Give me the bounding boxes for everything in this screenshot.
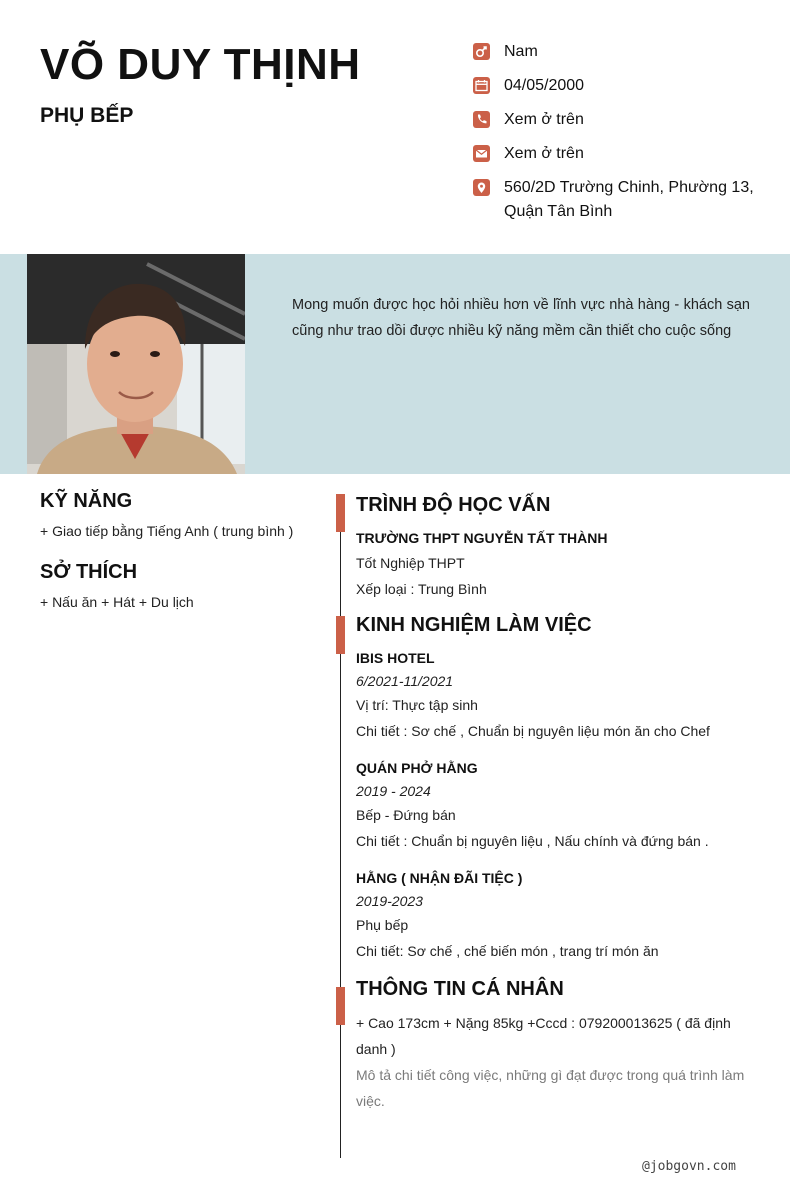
- job-org: IBIS HOTEL: [356, 650, 435, 666]
- timeline-line: [340, 494, 341, 1158]
- calendar-icon: [473, 77, 490, 94]
- degree: Tốt Nghiệp THPT: [356, 555, 465, 571]
- address-value: [504, 176, 754, 224]
- phone-icon: [473, 111, 490, 128]
- left-column: [40, 490, 320, 632]
- contact-birthday: [473, 74, 763, 98]
- personal-info-text: + Cao 173cm + Nặng 85kg +Cccd : 079200013625 ( đã định danh ): [356, 1015, 731, 1057]
- job-date: 6/2021-11/2021: [356, 673, 454, 689]
- job-org: HẰNG ( NHẬN ĐÃI TIỆC ): [356, 870, 523, 886]
- job-date: 2019 - 2024: [356, 783, 431, 799]
- contact-info: [473, 40, 763, 234]
- job-position: PHỤ BẾP: [40, 104, 134, 127]
- skills-text: + Giao tiếp bằng Tiếng Anh ( trung bình ): [40, 523, 294, 539]
- contact-address: [473, 176, 763, 224]
- career-objective: Mong muốn được học hỏi nhiều hơn về lĩnh vực nhà hàng - khách sạn cũng như trao dồi được nhiều kỹ năng mềm cần thiết cho cuộc sống: [292, 297, 750, 339]
- footer-watermark: @jobgovn.com: [642, 1159, 736, 1174]
- education-section: [356, 490, 756, 602]
- contact-gender: [473, 40, 763, 64]
- profile-photo: [27, 254, 245, 474]
- email-value: Xem ở trên: [504, 145, 584, 162]
- education-title: TRÌNH ĐỘ HỌC VẤN: [356, 494, 551, 516]
- hobbies-text: + Nấu ăn + Hát + Du lịch: [40, 594, 194, 610]
- right-column: [356, 490, 756, 1114]
- job-detail: Chi tiết : Chuẩn bị nguyên liệu , Nấu chính và đứng bán .: [356, 833, 709, 849]
- job-detail: Chi tiết : Sơ chế , Chuẩn bị nguyên liệu món ăn cho Chef: [356, 723, 710, 739]
- gender-icon: [473, 43, 490, 60]
- address-line-2: Quận Tân Bình: [504, 203, 613, 220]
- job-role: Bếp - Đứng bán: [356, 807, 456, 823]
- location-pin-icon: [473, 179, 490, 196]
- hobbies-title: SỞ THÍCH: [40, 561, 138, 583]
- school-name: TRƯỜNG THPT NGUYỄN TẤT THÀNH: [356, 530, 608, 546]
- gender-value: Nam: [504, 43, 538, 60]
- experience-section: [356, 610, 756, 964]
- contact-email: [473, 142, 763, 166]
- candidate-name: VÕ DUY THỊNH: [40, 40, 361, 89]
- birthday-value: 04/05/2000: [504, 77, 585, 94]
- education-marker: [336, 494, 345, 532]
- phone-value: Xem ở trên: [504, 111, 584, 128]
- job-item: [356, 866, 756, 964]
- address-line-1: 560/2D Trường Chinh, Phường 13,: [504, 179, 754, 196]
- experience-marker: [336, 616, 345, 654]
- personal-info-placeholder: Mô tả chi tiết công việc, những gì đạt được trong quá trình làm việc.: [356, 1067, 745, 1109]
- job-org: QUÁN PHỞ HẰNG: [356, 760, 478, 776]
- personal-marker: [336, 987, 345, 1025]
- personal-info-section: [356, 974, 756, 1114]
- job-item: [356, 646, 756, 744]
- job-role: Vị trí: Thực tập sinh: [356, 697, 478, 713]
- contact-phone: [473, 108, 763, 132]
- email-icon: [473, 145, 490, 162]
- experience-title: KINH NGHIỆM LÀM VIỆC: [356, 614, 592, 636]
- personal-info-title: THÔNG TIN CÁ NHÂN: [356, 978, 564, 1000]
- skills-title: KỸ NĂNG: [40, 490, 133, 512]
- job-item: [356, 756, 756, 854]
- job-detail: Chi tiết: Sơ chế , chế biến món , trang trí món ăn: [356, 943, 659, 959]
- grade: Xếp loại : Trung Bình: [356, 581, 487, 597]
- job-date: 2019-2023: [356, 893, 423, 909]
- job-role: Phụ bếp: [356, 917, 409, 933]
